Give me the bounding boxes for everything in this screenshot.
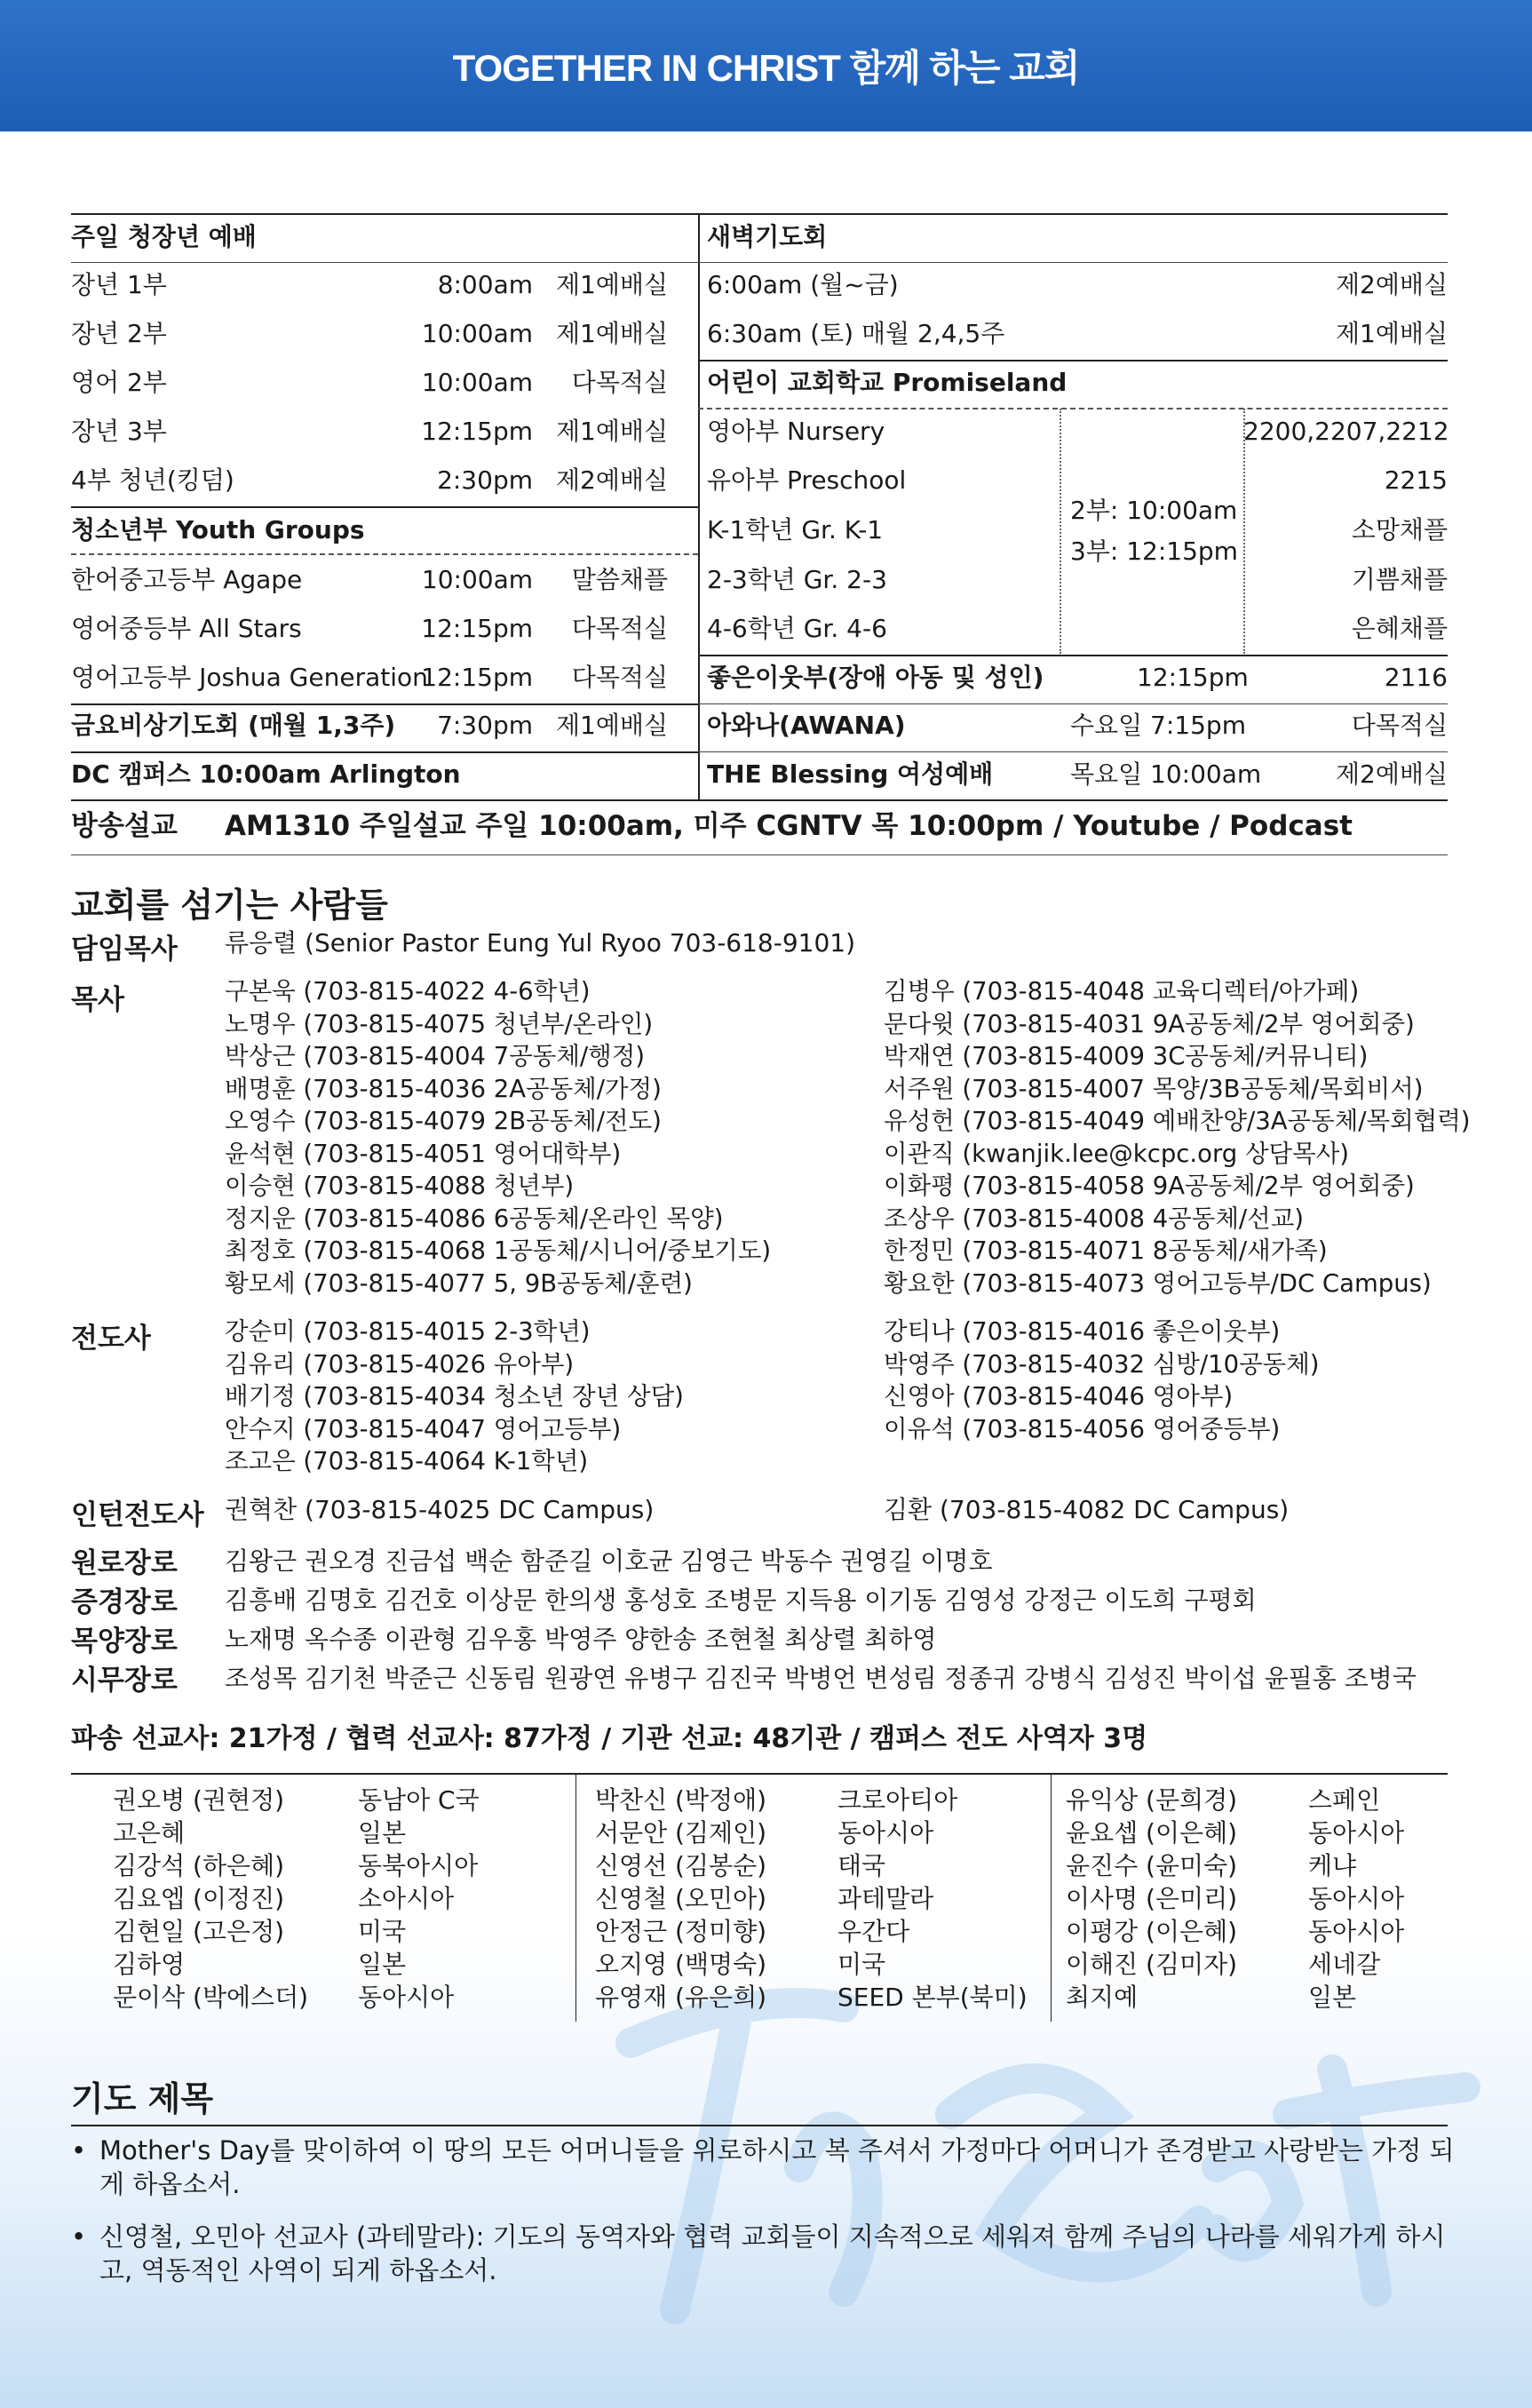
list-item: 안수지 (703-815-4047 영어고등부)	[225, 1414, 622, 1443]
list-item: 신영철 (오민아)	[595, 1884, 767, 1913]
bullet-icon: •	[71, 2221, 87, 2252]
row-place: 기쁨채플	[1351, 565, 1448, 594]
row-place: 제2예배실	[1335, 270, 1448, 299]
row-place: 제2예배실	[555, 465, 668, 495]
list-item: 고은혜	[113, 1818, 186, 1848]
divider	[575, 1773, 576, 2022]
divider	[698, 262, 1448, 263]
row-place: 제1예배실	[555, 711, 668, 740]
broadcast-text: AM1310 주일설교 주일 10:00am, 미주 CGNTV 목 10:00pm / Youtube / Podcast	[225, 810, 1353, 842]
row-time: 7:30pm	[437, 711, 533, 740]
list-item: 미국	[837, 1950, 886, 1979]
row-place: 다목적실	[571, 663, 668, 692]
elder-label: 목양장로	[71, 1625, 178, 1657]
list-item: 윤석현 (703-815-4051 영어대학부)	[225, 1139, 622, 1168]
row-name: 유아부 Preschool	[707, 465, 907, 495]
list-item: 강순미 (703-815-4015 2-3학년)	[225, 1317, 591, 1346]
evangelists-right-list	[884, 1315, 1320, 1445]
list-item: 최지예	[1066, 1983, 1139, 2012]
banner-title: TOGETHER IN CHRIST 함께 하는 교회	[452, 47, 1080, 89]
divider	[1060, 409, 1061, 654]
list-item: 미국	[358, 1917, 407, 1946]
sunday-worship-title: 주일 청장년 예배	[71, 222, 257, 251]
list-item: 이해진 (김미자)	[1066, 1950, 1238, 1979]
list-item: 윤진수 (윤미숙)	[1066, 1851, 1238, 1880]
prayer-section-title: 기도 제목	[71, 2079, 214, 2118]
divider	[71, 703, 698, 705]
list-item: 이승현 (703-815-4088 청년부)	[225, 1172, 575, 1200]
divider	[71, 506, 698, 508]
row-time: 12:15pm	[421, 417, 533, 446]
list-item: 동아시아	[1308, 1818, 1405, 1848]
list-item: 신영선 (김봉순)	[595, 1851, 767, 1880]
divider	[698, 655, 1448, 656]
list-item: 서문안 (김제인)	[595, 1818, 767, 1848]
list-item: 윤요셉 (이은혜)	[1066, 1818, 1238, 1848]
list-item: 일본	[1308, 1983, 1357, 2012]
row-time: 6:30am (토) 매월 2,4,5주	[707, 319, 1005, 348]
bullet-icon: •	[71, 2135, 87, 2166]
row-time: 10:00am	[421, 319, 533, 348]
row-place: 말씀채플	[571, 565, 668, 594]
row-time: 10:00am	[421, 368, 533, 397]
row-name: 4-6학년 Gr. 4-6	[707, 614, 887, 643]
row-place: 2116	[1384, 663, 1448, 692]
list-item: 김하영	[113, 1950, 186, 1979]
intern-right: 김환 (703-815-4082 DC Campus)	[884, 1495, 1290, 1524]
evangelist-label: 전도사	[71, 1323, 151, 1355]
pastors-left-list	[225, 975, 771, 1299]
list-item: 박영주 (703-815-4032 심방/10공동체)	[884, 1349, 1320, 1379]
divider	[698, 703, 1448, 704]
list-item: 크로아티아	[837, 1785, 958, 1815]
list-item: 동남아 C국	[358, 1785, 480, 1815]
row-name: 한어중고등부 Agape	[71, 565, 303, 594]
kids-time-3rd: 3부: 12:15pm	[1070, 536, 1238, 566]
list-item: 오지영 (백명숙)	[595, 1950, 767, 1979]
row-name: 좋은이웃부(장애 아동 및 성인)	[707, 663, 1044, 692]
list-item: 유성헌 (703-815-4049 예배찬양/3A공동체/목회협력)	[884, 1107, 1471, 1135]
list-item: 일본	[358, 1818, 407, 1848]
row-name: 2-3학년 Gr. 2-3	[707, 565, 887, 594]
list-item: 유익상 (문희경)	[1066, 1785, 1238, 1815]
divider	[71, 553, 698, 555]
row-time: 10:00am	[421, 565, 533, 594]
row-name: 영어고등부 Joshua Generation	[71, 663, 428, 692]
missionary-names-col3	[1066, 1784, 1237, 2014]
senior-pastor-label: 담임목사	[71, 934, 178, 966]
list-item: 박상근 (703-815-4004 7공동체/행정)	[225, 1042, 646, 1070]
row-time: 12:15pm	[421, 663, 533, 692]
missionary-places-col1	[358, 1784, 480, 2014]
list-item: 문다윗 (703-815-4031 9A공동체/2부 영어회중)	[884, 1009, 1415, 1038]
row-time: 6:00am (월~금)	[707, 270, 899, 299]
dawn-prayer-title: 새벽기도회	[707, 222, 828, 251]
divider	[1051, 1773, 1052, 2022]
row-time: 8:00am	[437, 270, 533, 299]
kids-school-title: 어린이 교회학교 Promiseland	[707, 368, 1068, 397]
list-item: 유영재 (유은희)	[595, 1983, 767, 2012]
missionary-names-col1	[113, 1784, 308, 2014]
list-item: 동북아시아	[358, 1851, 479, 1880]
dc-campus-row: DC 캠퍼스 10:00am Arlington	[71, 759, 461, 789]
row-time: 2:30pm	[437, 465, 533, 495]
divider	[71, 751, 698, 753]
intern-left: 권혁찬 (703-815-4025 DC Campus)	[225, 1495, 655, 1524]
list-item: 한정민 (703-815-4071 8공동체/새가족)	[884, 1236, 1328, 1265]
missionary-names-col2	[595, 1784, 766, 2014]
list-item: 권오병 (권현정)	[113, 1785, 285, 1815]
list-item: 우간다	[837, 1917, 910, 1946]
row-place: 다목적실	[1351, 711, 1448, 740]
row-name: 장년 1부	[71, 270, 167, 299]
list-item: 구본욱 (703-815-4022 4-6학년)	[225, 977, 591, 1005]
row-name: K-1학년 Gr. K-1	[707, 515, 884, 544]
prayer-item	[71, 2220, 1457, 2287]
row-name: 장년 2부	[71, 319, 167, 348]
list-item: 김유리 (703-815-4026 유아부)	[225, 1349, 575, 1379]
list-item: 이관직 (kwanjik.lee@kcpc.org 상담목사)	[884, 1139, 1349, 1168]
list-item: 동아시아	[1308, 1917, 1405, 1946]
row-name: 영아부 Nursery	[707, 417, 885, 446]
prayer-item	[71, 2134, 1457, 2201]
list-item: 과테말라	[837, 1884, 934, 1913]
list-item: 동아시아	[358, 1983, 455, 2012]
list-item: 배기정 (703-815-4034 청소년 장년 상담)	[225, 1382, 684, 1411]
divider	[71, 1773, 1448, 1775]
elder-label: 증경장로	[71, 1586, 178, 1618]
list-item: 김병우 (703-815-4048 교육디렉터/아가페)	[884, 977, 1360, 1005]
list-item: 동아시아	[837, 1818, 934, 1848]
list-item: 최정호 (703-815-4068 1공동체/시니어/중보기도)	[225, 1236, 772, 1265]
row-name: 영어중등부 All Stars	[71, 614, 302, 643]
row-name: 영어 2부	[71, 368, 167, 397]
list-item: 배명훈 (703-815-4036 2A공동체/가정)	[225, 1074, 662, 1103]
row-time: 목요일 10:00am	[1070, 759, 1262, 789]
elder-label: 시무장로	[71, 1665, 178, 1697]
list-item: 태국	[837, 1851, 886, 1880]
staff-section-title: 교회를 섬기는 사람들	[71, 886, 388, 925]
elder-label: 원로장로	[71, 1547, 178, 1579]
divider	[71, 262, 698, 263]
row-name: 4부 청년(킹덤)	[71, 465, 234, 495]
elder-names: 김흥배 김명호 김건호 이상문 한의생 홍성호 조병문 지득용 이기동 김영성 강정근 이도희 구평회	[225, 1585, 1257, 1615]
list-item: 강티나 (703-815-4016 좋은이웃부)	[884, 1317, 1281, 1346]
list-item: 이화평 (703-815-4058 9A공동체/2부 영어회중)	[884, 1172, 1415, 1200]
divider	[71, 799, 1448, 801]
list-item: 황요한 (703-815-4073 영어고등부/DC Campus)	[884, 1268, 1432, 1298]
row-place: 제1예배실	[555, 417, 668, 446]
list-item: 신영아 (703-815-4046 영아부)	[884, 1382, 1234, 1411]
list-item: 정지운 (703-815-4086 6공동체/온라인 목양)	[225, 1204, 724, 1233]
row-place: 2215	[1384, 465, 1448, 495]
elder-names: 김왕근 권오경 진금섭 백순 함준길 이호균 김영근 박동수 권영길 이명호	[225, 1546, 993, 1576]
list-item: 소아시아	[358, 1884, 455, 1913]
divider	[698, 751, 1448, 752]
youth-groups-title: 청소년부 Youth Groups	[71, 515, 365, 544]
row-time: 수요일 7:15pm	[1070, 711, 1246, 740]
table-center-divider	[698, 213, 700, 799]
list-item: 스페인	[1308, 1785, 1381, 1815]
row-name: THE Blessing 여성예배	[707, 759, 994, 789]
prayer-text: 신영철, 오민아 선교사 (과테말라): 기도의 동역자와 협력 교회들이 지속적으로 세워져 함께 주님의 나라를 세워가게 하시고, 역동적인 사역이 되게 하옵소서.	[99, 2221, 1446, 2285]
row-place: 제1예배실	[555, 319, 668, 348]
kids-time-2nd: 2부: 10:00am	[1070, 496, 1238, 525]
table-top-border	[71, 213, 1448, 215]
pastors-right-list	[884, 975, 1471, 1299]
list-item: 서주원 (703-815-4007 목양/3B공동체/목회비서)	[884, 1074, 1424, 1103]
elder-names: 조성목 김기천 박준근 신동림 원광연 유병구 김진국 박병언 변성림 정종귀 강병식 김성진 박이섭 윤필홍 조병국	[225, 1664, 1417, 1693]
row-place: 제2예배실	[1335, 759, 1448, 789]
row-name: 아와나(AWANA)	[707, 711, 906, 740]
divider	[71, 854, 1448, 855]
prayer-text: Mother's Day를 맞이하여 이 땅의 모든 어머니들을 위로하시고 복 주셔서 가정마다 어머니가 존경받고 사랑받는 가정 되게 하옵소서.	[99, 2135, 1455, 2199]
list-item: 문이삭 (박에스더)	[113, 1983, 309, 2012]
intern-label: 인턴전도사	[71, 1499, 204, 1531]
row-place: 제1예배실	[1335, 319, 1448, 348]
pastor-label: 목사	[71, 984, 124, 1016]
list-item: 노명우 (703-815-4075 청년부/온라인)	[225, 1009, 654, 1038]
list-item: 박찬신 (박정애)	[595, 1785, 767, 1815]
list-item: 김강석 (하은혜)	[113, 1851, 285, 1880]
row-time: 12:15pm	[421, 614, 533, 643]
row-place: 은혜채플	[1351, 614, 1448, 643]
row-name: 장년 3부	[71, 417, 167, 446]
list-item: 이유석 (703-815-4056 영어중등부)	[884, 1414, 1281, 1443]
row-place: 다목적실	[571, 614, 668, 643]
row-place: 다목적실	[571, 368, 668, 397]
list-item: 안정근 (정미향)	[595, 1917, 767, 1946]
elder-names: 노재명 옥수종 이관형 김우홍 박영주 양한송 조현철 최상렬 최하영	[225, 1625, 937, 1654]
list-item: 이사명 (은미리)	[1066, 1884, 1238, 1913]
page-banner	[0, 0, 1532, 131]
missionary-places-col2	[837, 1784, 1028, 2014]
list-item: 케냐	[1308, 1851, 1357, 1880]
list-item: 조상우 (703-815-4008 4공동체/선교)	[884, 1204, 1305, 1233]
list-item: 김현일 (고은정)	[113, 1917, 285, 1946]
list-item: 김요엡 (이정진)	[113, 1884, 285, 1913]
list-item: SEED 본부(북미)	[837, 1983, 1028, 2012]
evangelists-left-list	[225, 1315, 684, 1478]
broadcast-label: 방송설교	[71, 810, 178, 842]
list-item: 오영수 (703-815-4079 2B공동체/전도)	[225, 1107, 662, 1135]
divider	[698, 408, 1448, 409]
row-time: 12:15pm	[1137, 663, 1249, 692]
row-place: 2200,2207,2212	[1243, 417, 1449, 446]
list-item: 박재연 (703-815-4009 3C공동체/커뮤니티)	[884, 1042, 1369, 1070]
list-item: 일본	[358, 1950, 407, 1979]
senior-pastor: 류응렬 (Senior Pastor Eung Yul Ryoo 703-618-9101)	[225, 928, 856, 958]
missionary-places-col3	[1308, 1784, 1404, 2014]
list-item: 이평강 (이은혜)	[1066, 1917, 1238, 1946]
divider	[698, 360, 1448, 362]
list-item: 조고은 (703-815-4064 K-1학년)	[225, 1447, 589, 1475]
row-name: 금요비상기도회 (매월 1,3주)	[71, 711, 396, 740]
missions-summary: 파송 선교사: 21가정 / 협력 선교사: 87가정 / 기관 선교: 48기관 / 캠퍼스 전도 사역자 3명	[71, 1723, 1148, 1754]
list-item: 동아시아	[1308, 1884, 1405, 1913]
list-item: 세네갈	[1308, 1950, 1381, 1979]
row-place: 제1예배실	[555, 270, 668, 299]
divider	[71, 2125, 1448, 2126]
list-item: 황모세 (703-815-4077 5, 9B공동체/훈련)	[225, 1268, 693, 1298]
row-place: 소망채플	[1351, 515, 1448, 544]
